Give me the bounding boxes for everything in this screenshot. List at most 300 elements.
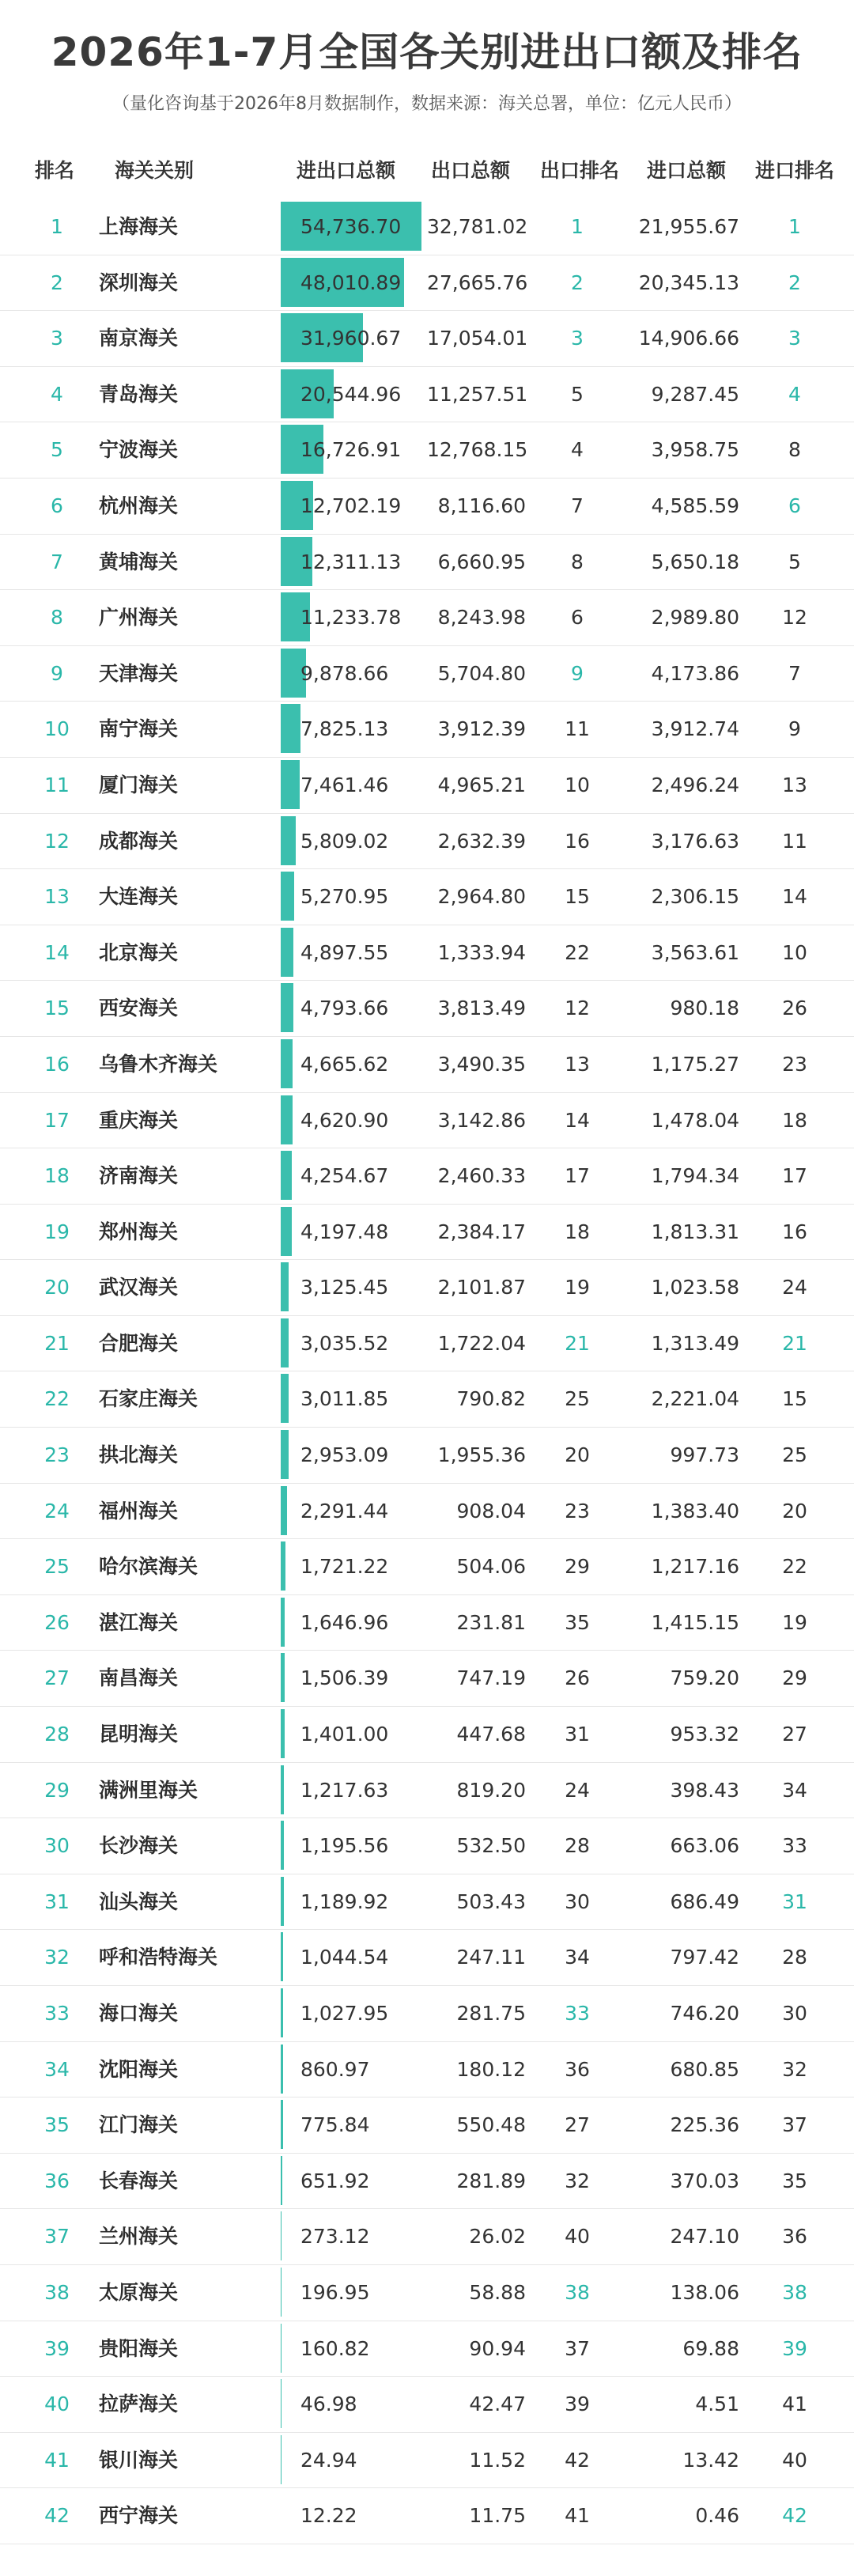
customs-name-cell: 济南海关 xyxy=(99,1148,178,1204)
table-row xyxy=(0,2042,854,2098)
total-cell: 651.92 xyxy=(300,2154,369,2209)
export-rank-cell: 11 xyxy=(554,702,601,757)
header-export-rank: 出口排名 xyxy=(540,142,619,199)
customs-name-cell: 福州海关 xyxy=(99,1484,178,1539)
rank-cell: 11 xyxy=(41,758,73,813)
export-rank-cell: 21 xyxy=(554,1316,601,1371)
import-cell: 1,794.34 xyxy=(625,1148,739,1204)
export-cell: 4,965.21 xyxy=(427,758,526,813)
export-rank-cell: 34 xyxy=(554,1930,601,1985)
table-row xyxy=(0,367,854,423)
import-cell: 680.85 xyxy=(625,2042,739,2097)
rank-cell: 26 xyxy=(41,1595,73,1651)
export-cell: 11,257.51 xyxy=(427,367,526,422)
export-rank-cell: 2 xyxy=(554,255,601,311)
export-rank-cell: 19 xyxy=(554,1260,601,1315)
table-row xyxy=(0,422,854,479)
import-cell: 1,813.31 xyxy=(625,1205,739,1260)
customs-name-cell: 西安海关 xyxy=(99,981,178,1036)
import-cell: 21,955.67 xyxy=(625,199,739,255)
total-cell: 7,461.46 xyxy=(300,758,388,813)
total-cell: 160.82 xyxy=(300,2321,369,2377)
total-bar xyxy=(281,2156,282,2205)
export-rank-cell: 4 xyxy=(554,422,601,478)
total-cell: 3,125.45 xyxy=(300,1260,388,1315)
rank-cell: 4 xyxy=(41,367,73,422)
import-cell: 138.06 xyxy=(625,2265,739,2321)
table-row xyxy=(0,1763,854,1819)
customs-name-cell: 石家庄海关 xyxy=(99,1371,198,1427)
total-cell: 1,646.96 xyxy=(300,1595,388,1651)
rank-cell: 17 xyxy=(41,1093,73,1148)
rank-cell: 15 xyxy=(41,981,73,1036)
total-cell: 16,726.91 xyxy=(300,422,401,478)
rank-cell: 28 xyxy=(41,1707,73,1762)
table-row xyxy=(0,590,854,646)
customs-name-cell: 深圳海关 xyxy=(99,255,178,311)
total-cell: 7,825.13 xyxy=(300,702,388,757)
import-rank-cell: 9 xyxy=(767,702,822,757)
total-cell: 196.95 xyxy=(300,2265,369,2321)
export-rank-cell: 10 xyxy=(554,758,601,813)
header-import: 进口总额 xyxy=(647,142,726,199)
total-bar xyxy=(281,1541,285,1591)
import-rank-cell: 37 xyxy=(767,2097,822,2153)
total-cell: 54,736.70 xyxy=(300,199,401,255)
export-cell: 2,632.39 xyxy=(427,814,526,869)
export-rank-cell: 7 xyxy=(554,479,601,534)
import-cell: 4,585.59 xyxy=(625,479,739,534)
rank-cell: 32 xyxy=(41,1930,73,1985)
total-bar xyxy=(281,1151,292,1200)
export-rank-cell: 5 xyxy=(554,367,601,422)
total-cell: 2,953.09 xyxy=(300,1428,388,1483)
export-cell: 1,333.94 xyxy=(427,925,526,981)
export-rank-cell: 26 xyxy=(554,1651,601,1706)
table-row xyxy=(0,199,854,255)
export-rank-cell: 9 xyxy=(554,646,601,702)
table-row xyxy=(0,646,854,702)
customs-name-cell: 满洲里海关 xyxy=(99,1763,198,1818)
import-cell: 663.06 xyxy=(625,1818,739,1874)
total-cell: 11,233.78 xyxy=(300,590,401,645)
total-bar xyxy=(281,928,293,977)
customs-name-cell: 黄埔海关 xyxy=(99,535,178,590)
total-bar xyxy=(281,2268,282,2317)
total-cell: 2,291.44 xyxy=(300,1484,388,1539)
total-bar xyxy=(281,1039,293,1088)
table-row xyxy=(0,1874,854,1931)
customs-name-cell: 青岛海关 xyxy=(99,367,178,422)
import-cell: 1,023.58 xyxy=(625,1260,739,1315)
total-cell: 4,620.90 xyxy=(300,1093,388,1148)
export-cell: 1,955.36 xyxy=(427,1428,526,1483)
import-cell: 13.42 xyxy=(625,2433,739,2488)
customs-name-cell: 太原海关 xyxy=(99,2265,178,2321)
export-cell: 908.04 xyxy=(427,1484,526,1539)
table-row xyxy=(0,1205,854,1261)
total-cell: 4,254.67 xyxy=(300,1148,388,1204)
rank-cell: 39 xyxy=(41,2321,73,2377)
rank-cell: 27 xyxy=(41,1651,73,1706)
export-cell: 3,813.49 xyxy=(427,981,526,1036)
import-cell: 69.88 xyxy=(625,2321,739,2377)
table-row xyxy=(0,758,854,814)
export-cell: 504.06 xyxy=(427,1539,526,1594)
rank-cell: 6 xyxy=(41,479,73,534)
total-bar xyxy=(281,1095,293,1144)
export-cell: 11.75 xyxy=(427,2488,526,2544)
export-cell: 532.50 xyxy=(427,1818,526,1874)
import-rank-cell: 31 xyxy=(767,1874,822,1930)
total-cell: 12,702.19 xyxy=(300,479,401,534)
header-name: 海关关别 xyxy=(115,142,194,199)
total-cell: 20,544.96 xyxy=(300,367,401,422)
import-rank-cell: 5 xyxy=(767,535,822,590)
total-cell: 46.98 xyxy=(300,2377,357,2432)
import-rank-cell: 19 xyxy=(767,1595,822,1651)
table-row xyxy=(0,1707,854,1763)
rank-cell: 5 xyxy=(41,422,73,478)
import-rank-cell: 26 xyxy=(767,981,822,1036)
customs-name-cell: 昆明海关 xyxy=(99,1707,178,1762)
customs-name-cell: 南昌海关 xyxy=(99,1651,178,1706)
export-rank-cell: 8 xyxy=(554,535,601,590)
table-row xyxy=(0,925,854,982)
import-rank-cell: 24 xyxy=(767,1260,822,1315)
page-subtitle: （量化咨询基于2026年8月数据制作，数据来源：海关总署，单位：亿元人民币） xyxy=(0,90,854,119)
table-row xyxy=(0,1651,854,1707)
export-cell: 3,142.86 xyxy=(427,1093,526,1148)
total-cell: 9,878.66 xyxy=(300,646,388,702)
import-rank-cell: 29 xyxy=(767,1651,822,1706)
import-rank-cell: 21 xyxy=(767,1316,822,1371)
export-rank-cell: 40 xyxy=(554,2209,601,2264)
import-cell: 370.03 xyxy=(625,2154,739,2209)
import-cell: 2,306.15 xyxy=(625,869,739,925)
export-rank-cell: 39 xyxy=(554,2377,601,2432)
table-row xyxy=(0,2154,854,2210)
rank-cell: 33 xyxy=(41,1986,73,2041)
total-cell: 775.84 xyxy=(300,2097,369,2153)
import-cell: 247.10 xyxy=(625,2209,739,2264)
customs-name-cell: 杭州海关 xyxy=(99,479,178,534)
table-row xyxy=(0,2488,854,2544)
customs-name-cell: 南宁海关 xyxy=(99,702,178,757)
table-body xyxy=(0,199,854,2544)
export-cell: 58.88 xyxy=(427,2265,526,2321)
total-bar xyxy=(281,704,300,753)
export-cell: 2,964.80 xyxy=(427,869,526,925)
import-cell: 20,345.13 xyxy=(625,255,739,311)
import-rank-cell: 17 xyxy=(767,1148,822,1204)
rank-cell: 14 xyxy=(41,925,73,981)
export-rank-cell: 42 xyxy=(554,2433,601,2488)
import-rank-cell: 22 xyxy=(767,1539,822,1594)
export-rank-cell: 30 xyxy=(554,1874,601,1930)
export-cell: 281.89 xyxy=(427,2154,526,2209)
export-rank-cell: 32 xyxy=(554,2154,601,2209)
rank-cell: 20 xyxy=(41,1260,73,1315)
export-rank-cell: 41 xyxy=(554,2488,601,2544)
header-rank: 排名 xyxy=(35,142,74,199)
table-row xyxy=(0,311,854,367)
table-header xyxy=(0,142,854,199)
import-cell: 1,383.40 xyxy=(625,1484,739,1539)
import-rank-cell: 30 xyxy=(767,1986,822,2041)
total-cell: 1,721.22 xyxy=(300,1539,388,1594)
table-row xyxy=(0,479,854,535)
customs-name-cell: 长春海关 xyxy=(99,2154,178,2209)
import-rank-cell: 28 xyxy=(767,1930,822,1985)
total-cell: 5,809.02 xyxy=(300,814,388,869)
total-bar xyxy=(281,2100,283,2149)
export-rank-cell: 29 xyxy=(554,1539,601,1594)
import-rank-cell: 3 xyxy=(767,311,822,366)
import-cell: 997.73 xyxy=(625,1428,739,1483)
total-cell: 4,197.48 xyxy=(300,1205,388,1260)
export-rank-cell: 6 xyxy=(554,590,601,645)
import-rank-cell: 13 xyxy=(767,758,822,813)
header-export: 出口总额 xyxy=(431,142,510,199)
import-cell: 1,478.04 xyxy=(625,1093,739,1148)
import-rank-cell: 35 xyxy=(767,2154,822,2209)
table-row xyxy=(0,2265,854,2321)
table-row xyxy=(0,255,854,312)
import-cell: 0.46 xyxy=(625,2488,739,2544)
customs-name-cell: 武汉海关 xyxy=(99,1260,178,1315)
import-rank-cell: 33 xyxy=(767,1818,822,1874)
import-rank-cell: 4 xyxy=(767,367,822,422)
import-cell: 686.49 xyxy=(625,1874,739,1930)
import-rank-cell: 32 xyxy=(767,2042,822,2097)
total-cell: 24.94 xyxy=(300,2433,357,2488)
table-row xyxy=(0,1428,854,1484)
table-row xyxy=(0,869,854,925)
rank-cell: 34 xyxy=(41,2042,73,2097)
export-rank-cell: 13 xyxy=(554,1037,601,1092)
export-rank-cell: 12 xyxy=(554,981,601,1036)
table-row xyxy=(0,2377,854,2433)
rank-cell: 13 xyxy=(41,869,73,925)
total-cell: 273.12 xyxy=(300,2209,369,2264)
total-cell: 860.97 xyxy=(300,2042,369,2097)
export-rank-cell: 1 xyxy=(554,199,601,255)
table-row xyxy=(0,1260,854,1316)
import-cell: 3,563.61 xyxy=(625,925,739,981)
export-cell: 1,722.04 xyxy=(427,1316,526,1371)
export-cell: 819.20 xyxy=(427,1763,526,1818)
total-bar xyxy=(281,2211,282,2260)
export-cell: 5,704.80 xyxy=(427,646,526,702)
table-row xyxy=(0,1818,854,1874)
rank-cell: 23 xyxy=(41,1428,73,1483)
import-cell: 9,287.45 xyxy=(625,367,739,422)
rank-cell: 16 xyxy=(41,1037,73,1092)
rank-cell: 19 xyxy=(41,1205,73,1260)
export-cell: 17,054.01 xyxy=(427,311,526,366)
table-row xyxy=(0,1986,854,2042)
export-cell: 747.19 xyxy=(427,1651,526,1706)
total-bar xyxy=(281,1765,284,1814)
import-cell: 759.20 xyxy=(625,1651,739,1706)
customs-name-cell: 宁波海关 xyxy=(99,422,178,478)
import-cell: 980.18 xyxy=(625,981,739,1036)
export-rank-cell: 16 xyxy=(554,814,601,869)
rank-cell: 35 xyxy=(41,2097,73,2153)
customs-name-cell: 银川海关 xyxy=(99,2433,178,2488)
import-rank-cell: 23 xyxy=(767,1037,822,1092)
total-cell: 1,195.56 xyxy=(300,1818,388,1874)
total-bar xyxy=(281,872,294,921)
table-row xyxy=(0,702,854,758)
rank-cell: 21 xyxy=(41,1316,73,1371)
import-rank-cell: 7 xyxy=(767,646,822,702)
rank-cell: 25 xyxy=(41,1539,73,1594)
customs-ranking-table xyxy=(0,142,854,2544)
total-cell: 31,960.67 xyxy=(300,311,401,366)
table-row xyxy=(0,1930,854,1986)
export-cell: 32,781.02 xyxy=(427,199,526,255)
total-bar xyxy=(281,1932,283,1981)
export-cell: 8,243.98 xyxy=(427,590,526,645)
customs-name-cell: 哈尔滨海关 xyxy=(99,1539,198,1594)
import-rank-cell: 1 xyxy=(767,199,822,255)
rank-cell: 10 xyxy=(41,702,73,757)
import-cell: 1,217.16 xyxy=(625,1539,739,1594)
import-cell: 4.51 xyxy=(625,2377,739,2432)
export-rank-cell: 3 xyxy=(554,311,601,366)
export-rank-cell: 18 xyxy=(554,1205,601,1260)
import-cell: 953.32 xyxy=(625,1707,739,1762)
import-cell: 3,912.74 xyxy=(625,702,739,757)
import-rank-cell: 2 xyxy=(767,255,822,311)
customs-name-cell: 南京海关 xyxy=(99,311,178,366)
header-import-rank: 进口排名 xyxy=(755,142,834,199)
import-cell: 225.36 xyxy=(625,2097,739,2153)
import-cell: 3,176.63 xyxy=(625,814,739,869)
total-bar xyxy=(281,983,293,1032)
customs-name-cell: 乌鲁木齐海关 xyxy=(99,1037,217,1092)
customs-name-cell: 贵阳海关 xyxy=(99,2321,178,2377)
total-bar xyxy=(281,1877,284,1926)
total-bar xyxy=(281,1374,289,1423)
export-rank-cell: 38 xyxy=(554,2265,601,2321)
total-cell: 1,027.95 xyxy=(300,1986,388,2041)
import-cell: 4,173.86 xyxy=(625,646,739,702)
customs-name-cell: 大连海关 xyxy=(99,869,178,925)
total-cell: 4,665.62 xyxy=(300,1037,388,1092)
export-cell: 247.11 xyxy=(427,1930,526,1985)
rank-cell: 42 xyxy=(41,2488,73,2544)
export-rank-cell: 24 xyxy=(554,1763,601,1818)
import-rank-cell: 14 xyxy=(767,869,822,925)
table-row xyxy=(0,2209,854,2265)
export-cell: 90.94 xyxy=(427,2321,526,2377)
total-bar xyxy=(281,1318,289,1367)
export-rank-cell: 33 xyxy=(554,1986,601,2041)
rank-cell: 31 xyxy=(41,1874,73,1930)
total-bar xyxy=(281,1207,292,1256)
export-cell: 12,768.15 xyxy=(427,422,526,478)
total-cell: 4,793.66 xyxy=(300,981,388,1036)
table-row xyxy=(0,981,854,1037)
customs-name-cell: 呼和浩特海关 xyxy=(99,1930,217,1985)
customs-name-cell: 长沙海关 xyxy=(99,1818,178,1874)
import-rank-cell: 27 xyxy=(767,1707,822,1762)
rank-cell: 8 xyxy=(41,590,73,645)
import-rank-cell: 34 xyxy=(767,1763,822,1818)
total-bar xyxy=(281,1988,283,2037)
table-row xyxy=(0,535,854,591)
table-row xyxy=(0,2097,854,2154)
export-rank-cell: 20 xyxy=(554,1428,601,1483)
import-cell: 1,415.15 xyxy=(625,1595,739,1651)
customs-name-cell: 天津海关 xyxy=(99,646,178,702)
customs-name-cell: 合肥海关 xyxy=(99,1316,178,1371)
customs-name-cell: 沈阳海关 xyxy=(99,2042,178,2097)
rank-cell: 30 xyxy=(41,1818,73,1874)
rank-cell: 3 xyxy=(41,311,73,366)
import-rank-cell: 6 xyxy=(767,479,822,534)
import-cell: 398.43 xyxy=(625,1763,739,1818)
export-cell: 3,490.35 xyxy=(427,1037,526,1092)
export-rank-cell: 37 xyxy=(554,2321,601,2377)
table-row xyxy=(0,2321,854,2377)
customs-name-cell: 江门海关 xyxy=(99,2097,178,2153)
total-cell: 1,044.54 xyxy=(300,1930,388,1985)
rank-cell: 12 xyxy=(41,814,73,869)
total-bar xyxy=(281,760,300,809)
table-row xyxy=(0,1371,854,1428)
import-cell: 1,175.27 xyxy=(625,1037,739,1092)
export-cell: 11.52 xyxy=(427,2433,526,2488)
import-cell: 746.20 xyxy=(625,1986,739,2041)
export-cell: 550.48 xyxy=(427,2097,526,2153)
export-rank-cell: 31 xyxy=(554,1707,601,1762)
total-cell: 48,010.89 xyxy=(300,255,401,311)
export-cell: 6,660.95 xyxy=(427,535,526,590)
total-cell: 12,311.13 xyxy=(300,535,401,590)
import-rank-cell: 16 xyxy=(767,1205,822,1260)
table-row xyxy=(0,1148,854,1205)
customs-name-cell: 重庆海关 xyxy=(99,1093,178,1148)
import-rank-cell: 12 xyxy=(767,590,822,645)
import-rank-cell: 10 xyxy=(767,925,822,981)
table-row xyxy=(0,1539,854,1595)
customs-name-cell: 拉萨海关 xyxy=(99,2377,178,2432)
import-cell: 3,958.75 xyxy=(625,422,739,478)
header-total: 进出口总额 xyxy=(297,142,395,199)
customs-name-cell: 汕头海关 xyxy=(99,1874,178,1930)
customs-name-cell: 上海海关 xyxy=(99,199,178,255)
table-row xyxy=(0,1316,854,1372)
import-rank-cell: 15 xyxy=(767,1371,822,1427)
customs-name-cell: 成都海关 xyxy=(99,814,178,869)
import-rank-cell: 11 xyxy=(767,814,822,869)
export-rank-cell: 28 xyxy=(554,1818,601,1874)
export-cell: 231.81 xyxy=(427,1595,526,1651)
import-rank-cell: 25 xyxy=(767,1428,822,1483)
rank-cell: 18 xyxy=(41,1148,73,1204)
rank-cell: 37 xyxy=(41,2209,73,2264)
import-cell: 2,221.04 xyxy=(625,1371,739,1427)
export-rank-cell: 27 xyxy=(554,2097,601,2153)
rank-cell: 7 xyxy=(41,535,73,590)
customs-name-cell: 西宁海关 xyxy=(99,2488,178,2544)
total-cell: 1,189.92 xyxy=(300,1874,388,1930)
table-row xyxy=(0,1595,854,1651)
